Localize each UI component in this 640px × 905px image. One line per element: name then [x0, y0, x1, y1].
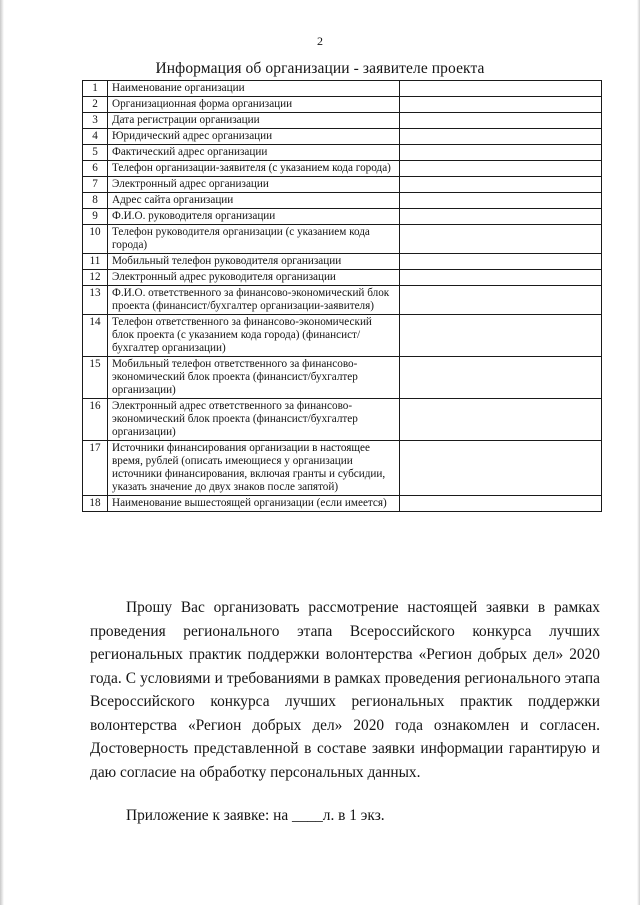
row-number: 8: [83, 193, 108, 209]
row-number: 2: [83, 97, 108, 113]
request-paragraph: Прошу Вас организовать рассмотрение настоящей заявки в рамках проведения регионального этапа Всероссийского конкурса лучших региональных практик поддержки волонтерства «Регион добрых дел» 2020 года. С условиями и требованиями в рамках проведения регионального этапа Всероссийского конкурса лучших региональных практик поддержки волонтерства «Регион добрых дел» 2020 года ознакомлен и согласен. Достоверность представленной в составе заявки информации гарантирую и даю согласие на обработку персональных данных.: [90, 599, 600, 781]
table-row: [83, 286, 602, 315]
table-row: [83, 496, 602, 512]
organization-info-table: [82, 80, 602, 512]
row-label: Телефон ответственного за финансово-экономический блок проекта (с указанием кода города) (финансист/бухгалтер организации): [108, 315, 400, 357]
row-value-field[interactable]: [400, 254, 602, 270]
table-row: [83, 209, 602, 225]
table-row: [83, 225, 602, 254]
row-label: Телефон руководителя организации (с указанием кода города): [108, 225, 400, 254]
row-value-field[interactable]: [400, 193, 602, 209]
row-value-field[interactable]: [400, 441, 602, 496]
table-row: [83, 357, 602, 399]
table-row: [83, 177, 602, 193]
row-label: Телефон организации-заявителя (с указанием кода города): [108, 161, 400, 177]
table-row: [83, 270, 602, 286]
table-body: [83, 81, 602, 512]
row-number: 5: [83, 145, 108, 161]
table-row: [83, 113, 602, 129]
table-row: [83, 254, 602, 270]
row-number: 18: [83, 496, 108, 512]
scan-edge-left: [0, 0, 4, 905]
row-label: Ф.И.О. ответственного за финансово-экономический блок проекта (финансист/бухгалтер организации-заявителя): [108, 286, 400, 315]
row-label: Источники финансирования организации в настоящее время, рублей (описать имеющиеся у организации источники финансирования, включая гранты и субсидии, указать значение до двух знаков после запятой): [108, 441, 400, 496]
row-value-field[interactable]: [400, 315, 602, 357]
row-label: Электронный адрес руководителя организации: [108, 270, 400, 286]
appendix-line: Приложение к заявке: на ____л. в 1 экз.: [126, 807, 385, 824]
row-label: Мобильный телефон руководителя организации: [108, 254, 400, 270]
row-label: Организационная форма организации: [108, 97, 400, 113]
row-number: 11: [83, 254, 108, 270]
row-value-field[interactable]: [400, 161, 602, 177]
row-label: Мобильный телефон ответственного за финансово-экономический блок проекта (финансист/бухгалтер организации): [108, 357, 400, 399]
row-number: 3: [83, 113, 108, 129]
row-label: Адрес сайта организации: [108, 193, 400, 209]
row-value-field[interactable]: [400, 177, 602, 193]
row-label: Электронный адрес ответственного за финансово-экономический блок проекта (финансист/бухгалтер организации): [108, 399, 400, 441]
table-row: [83, 315, 602, 357]
row-number: 14: [83, 315, 108, 357]
table-row: [83, 81, 602, 97]
row-label: Дата регистрации организации: [108, 113, 400, 129]
row-value-field[interactable]: [400, 225, 602, 254]
row-value-field[interactable]: [400, 286, 602, 315]
row-value-field[interactable]: [400, 270, 602, 286]
row-label: Ф.И.О. руководителя организации: [108, 209, 400, 225]
row-value-field[interactable]: [400, 97, 602, 113]
row-label: Юридический адрес организации: [108, 129, 400, 145]
row-number: 16: [83, 399, 108, 441]
row-label: Наименование организации: [108, 81, 400, 97]
row-label: Фактический адрес организации: [108, 145, 400, 161]
table-row: [83, 129, 602, 145]
row-number: 12: [83, 270, 108, 286]
row-label: Наименование вышестоящей организации (если имеется): [108, 496, 400, 512]
row-number: 15: [83, 357, 108, 399]
row-value-field[interactable]: [400, 496, 602, 512]
row-number: 4: [83, 129, 108, 145]
page-number: 2: [317, 34, 323, 48]
row-value-field[interactable]: [400, 145, 602, 161]
row-number: 7: [83, 177, 108, 193]
row-value-field[interactable]: [400, 399, 602, 441]
table-row: [83, 97, 602, 113]
row-value-field[interactable]: [400, 357, 602, 399]
row-value-field[interactable]: [400, 81, 602, 97]
row-number: 1: [83, 81, 108, 97]
row-number: 9: [83, 209, 108, 225]
row-number: 17: [83, 441, 108, 496]
row-number: 6: [83, 161, 108, 177]
table-row: [83, 441, 602, 496]
row-label: Электронный адрес организации: [108, 177, 400, 193]
table-row: [83, 399, 602, 441]
table-row: [83, 161, 602, 177]
table-row: [83, 145, 602, 161]
row-value-field[interactable]: [400, 209, 602, 225]
row-number: 13: [83, 286, 108, 315]
row-value-field[interactable]: [400, 129, 602, 145]
table-row: [83, 193, 602, 209]
row-number: 10: [83, 225, 108, 254]
row-value-field[interactable]: [400, 113, 602, 129]
document-title: Информация об организации - заявителе проекта: [155, 60, 485, 77]
